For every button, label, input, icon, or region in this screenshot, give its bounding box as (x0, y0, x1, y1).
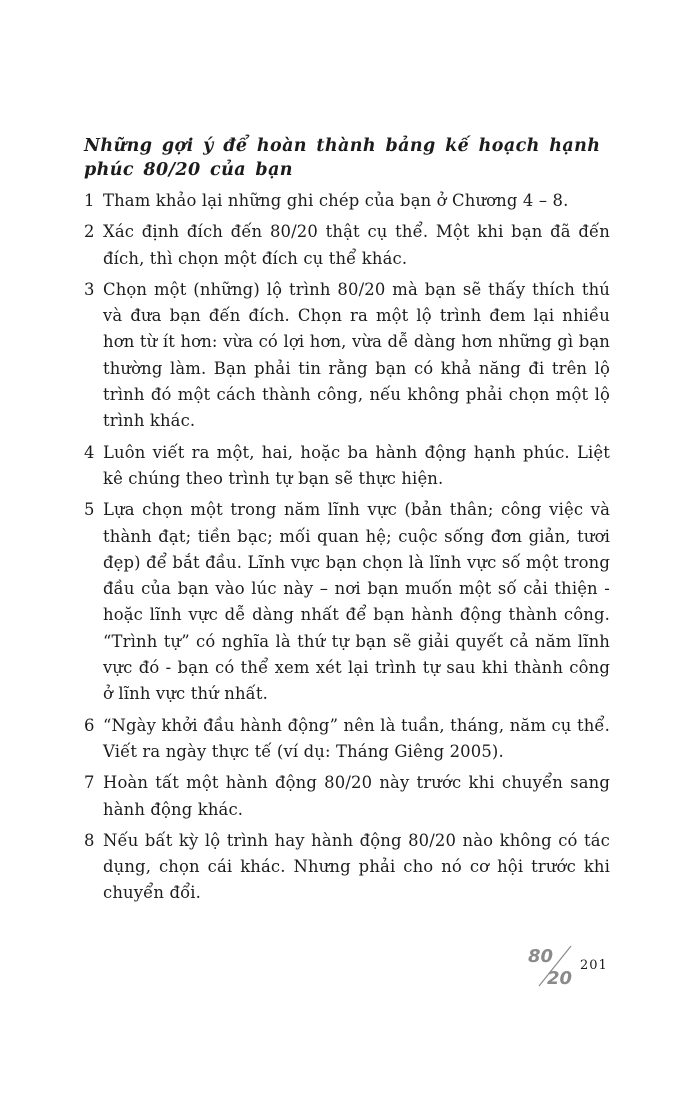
list-item (84, 828, 610, 907)
page-number: 201 (580, 958, 608, 973)
8020-logo (527, 944, 577, 988)
item-number: 1 (84, 191, 95, 210)
item-text: “Ngày khởi đầu hành động” nên là tuần, tháng, năm cụ thể. Viết ra ngày thực tế (ví dụ: Tháng Giêng 2005). (103, 715, 610, 761)
item-number: 5 (84, 500, 95, 520)
list-item (84, 770, 610, 823)
list-item (84, 497, 610, 707)
item-number: 6 (84, 715, 95, 735)
item-text: Tham khảo lại những ghi chép của bạn ở Chương 4 – 8. (103, 191, 569, 210)
list-item (84, 277, 610, 435)
item-text: Lựa chọn một trong năm lĩnh vực (bản thân; công việc và thành đạt; tiền bạc; mối quan hệ; cuộc sống đơn giản, tươi đẹp) để bắt đầu. Lĩnh vực bạn chọn là lĩnh vực số một trong đầu của bạn vào lúc này – nơi bạn muốn một số cải thiện - hoặc lĩnh vực dễ dàng nhất để bạn hành động thành công. “Trình tự” có nghĩa là thứ tự bạn sẽ giải quyết cả năm lĩnh vực đó - bạn có thể xem xét lại trình tự sau khi thành công ở lĩnh vực thứ nhất. (103, 500, 610, 704)
item-number: 7 (84, 773, 95, 793)
item-text: Hoàn tất một hành động 80/20 này trước khi chuyển sang hành động khác. (103, 773, 610, 819)
item-text: Chọn một (những) lộ trình 80/20 mà bạn sẽ thấy thích thú và đưa bạn đến đích. Chọn ra một lộ trình đem lại nhiều hơn từ ít hơn: vừa có lợi hơn, vừa dễ dàng hơn những gì bạn thường làm. Bạn phải tin rằng bạn có khả năng đi trên lộ trình đó một cách thành công, nếu không phải chọn một lộ trình khác. (103, 279, 610, 431)
list-item (84, 440, 610, 493)
item-number: 4 (84, 442, 95, 462)
item-text: Luôn viết ra một, hai, hoặc ba hành động hạnh phúc. Liệt kê chúng theo trình tự bạn sẽ thực hiện. (103, 442, 610, 488)
item-number: 8 (84, 830, 95, 850)
logo-top-number: 80 (528, 946, 554, 967)
item-text: Xác định đích đến 80/20 thật cụ thể. Một khi bạn đã đến đích, thì chọn một đích cụ thể khác. (103, 222, 610, 268)
list-item (84, 713, 610, 766)
item-text: Nếu bất kỳ lộ trình hay hành động 80/20 nào không có tác dụng, chọn cái khác. Nhưng phải cho nó cơ hội trước khi chuyển đổi. (103, 830, 610, 903)
item-number: 3 (84, 279, 95, 299)
item-number: 2 (84, 222, 95, 242)
list-item (84, 219, 610, 272)
list-item (84, 188, 610, 214)
logo-bottom-number: 20 (547, 968, 573, 988)
tips-list (84, 188, 610, 912)
section-heading: Những gợi ý để hoàn thành bảng kế hoạch hạnh phúc 80/20 của bạn (84, 136, 601, 180)
